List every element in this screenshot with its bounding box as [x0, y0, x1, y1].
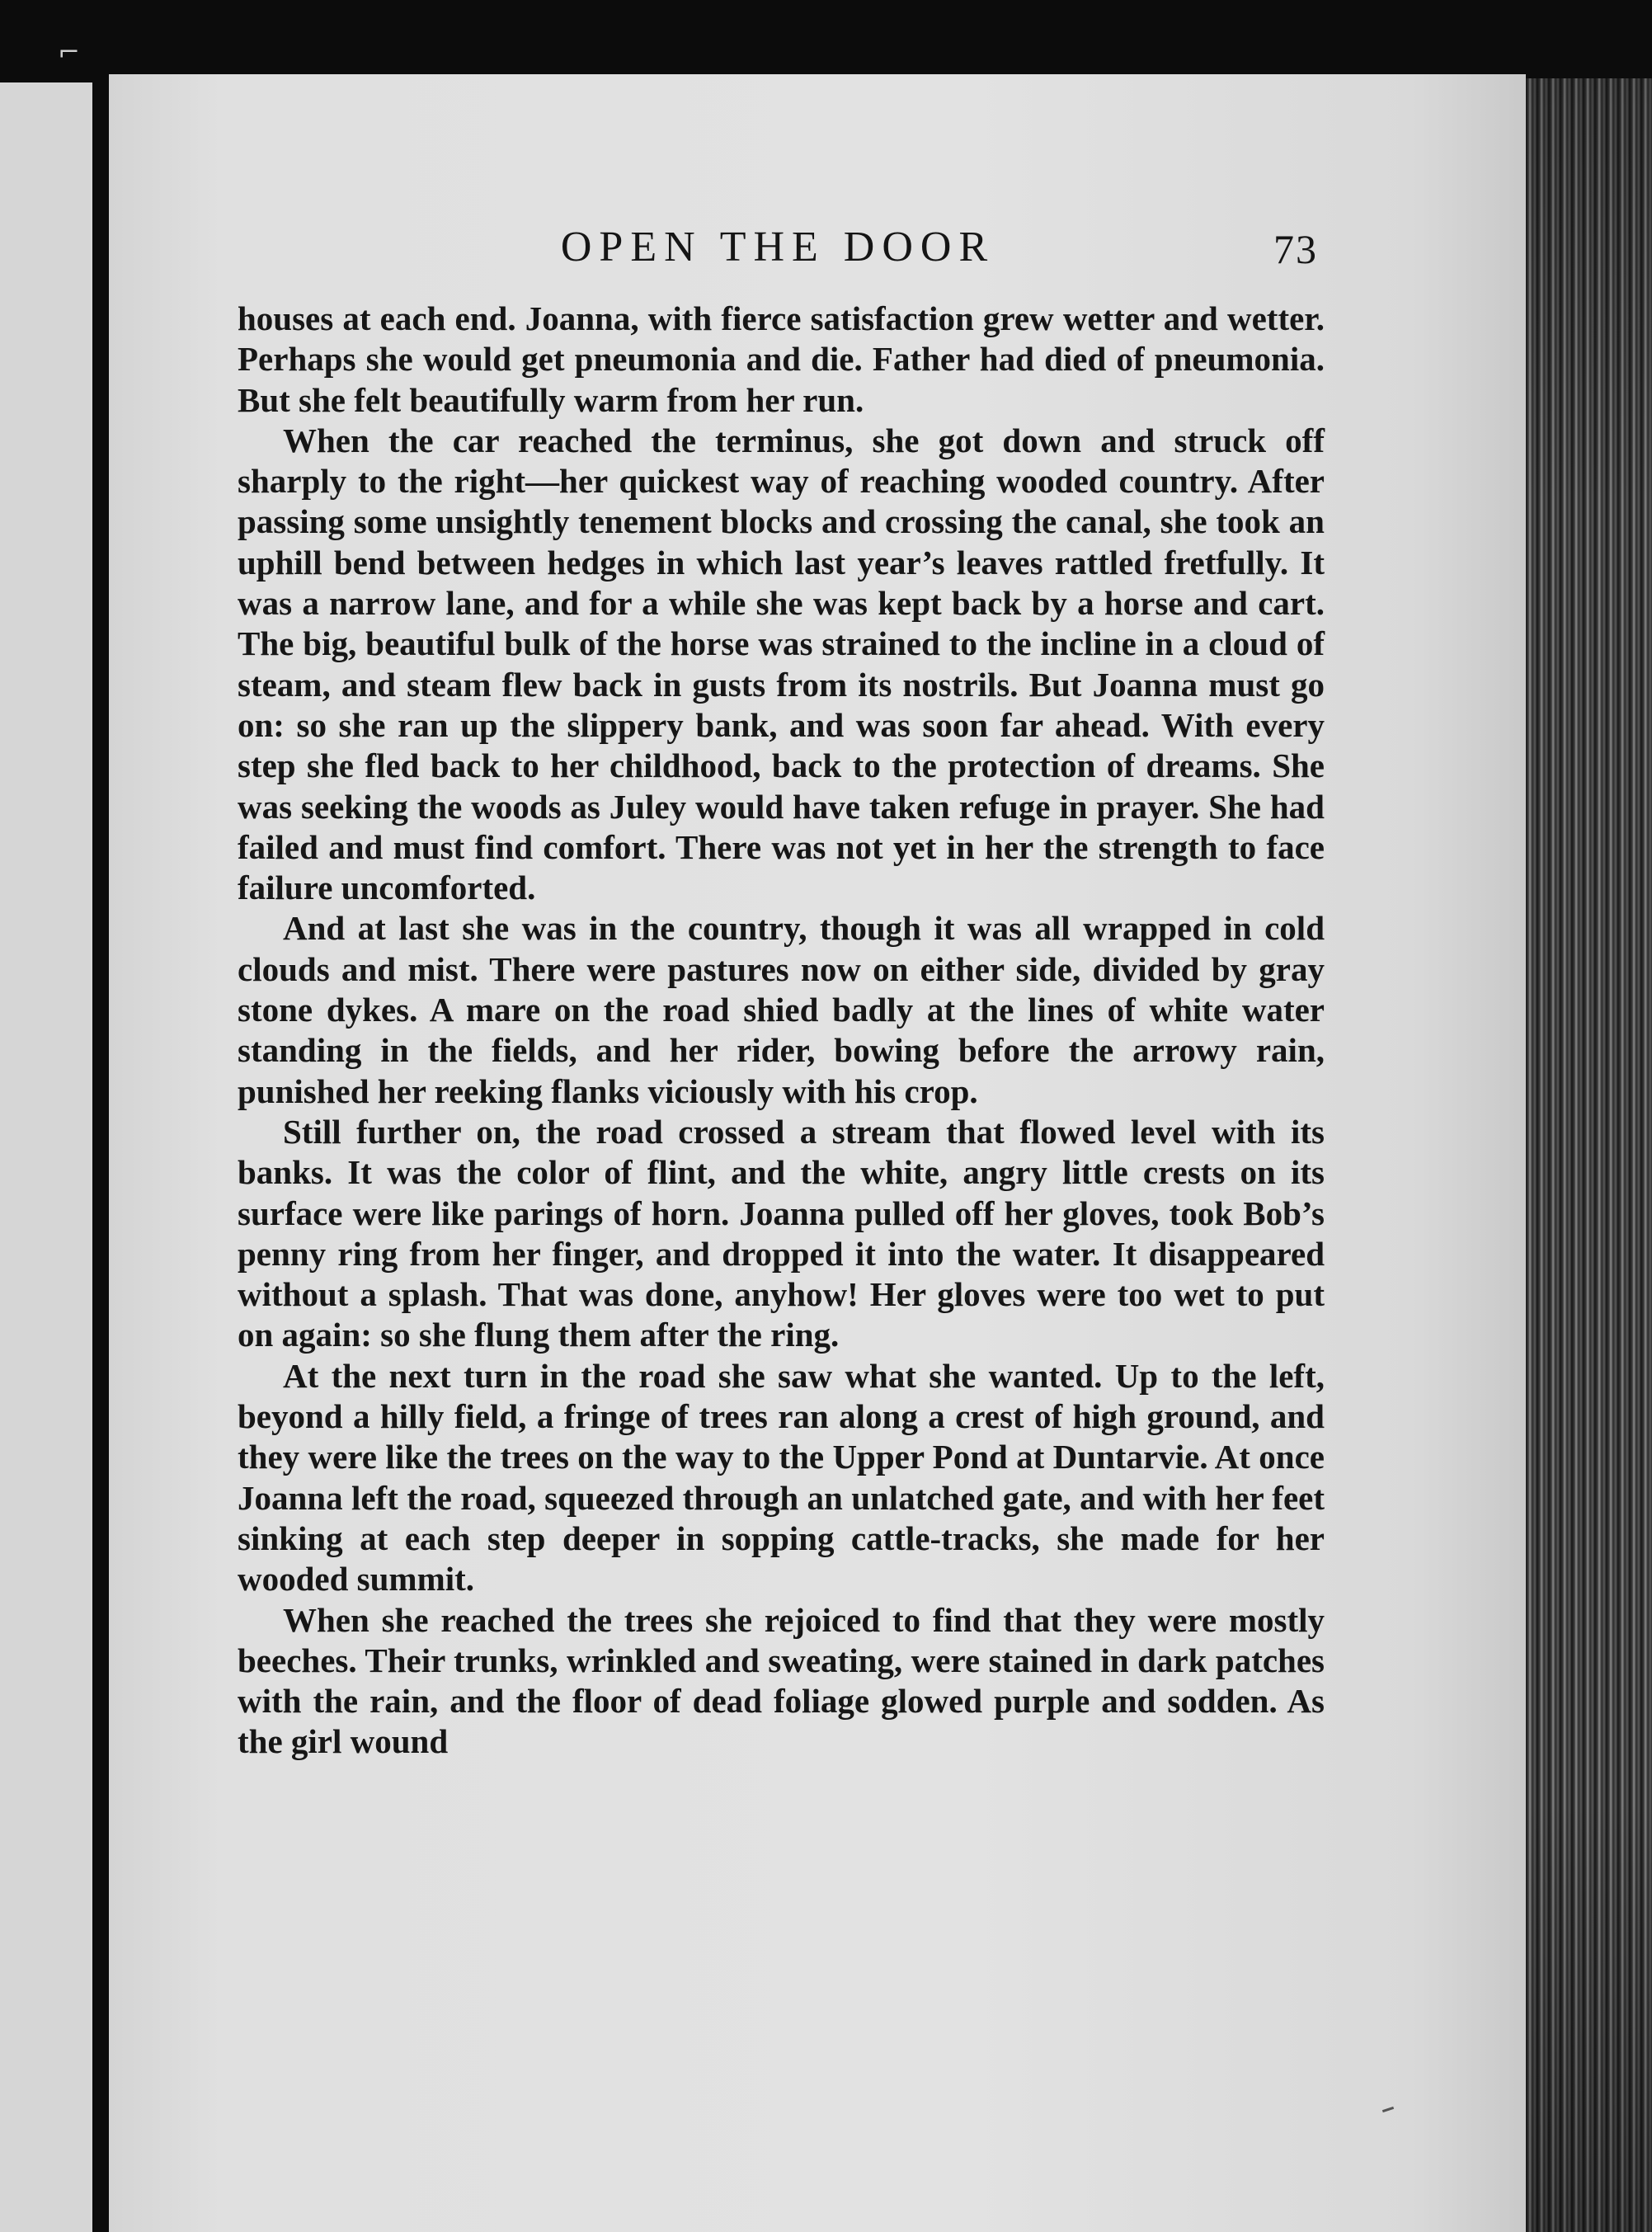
previous-page-edge	[0, 82, 92, 2232]
page-edges-stack	[1526, 78, 1652, 2232]
paragraph: When the car reached the terminus, she got down and struck off sharply to the right—her quickest way of reaching wooded country. After passing some unsightly tenement blocks and crossing the canal, she took an uphill bend between hedges in which last year’s leaves rattled fretfully. It was a narrow lane, and for a while she was kept back by a horse and cart. The big, beautiful bulk of the horse was strained to the incline in a cloud of steam, and steam flew back in gusts from its nostrils. But Joanna must go on: so she ran up the slippery bank, and was soon far ahead. With every step she fled back to her childhood, back to the protection of dreams. She was seeking the woods as Juley would have taken refuge in prayer. She had failed and must find comfort. There was not yet in her the strength to face failure uncomforted.	[238, 421, 1325, 907]
body-text	[238, 299, 1325, 1763]
scan-mark: ⌐	[58, 36, 80, 68]
paragraph: Still further on, the road crossed a stream that flowed level with its banks. It was the color of flint, and the white, angry little crests on its surface were like parings of horn. Joanna pulled off her gloves, took Bob’s penny ring from her finger, and dropped it into the water. It disappeared without a splash. That was done, anyhow! Her gloves were too wet to put on again: so she flung them after the ring.	[238, 1112, 1325, 1354]
book-gutter	[92, 82, 109, 2232]
page-number: 73	[1273, 226, 1318, 272]
paragraph: houses at each end. Joanna, with fierce satisfaction grew wetter and wetter. Perhaps she would get pneumonia and die. Father had died of pneumonia. But she felt beautifully warm from her run.	[238, 299, 1325, 419]
paragraph: At the next turn in the road she saw what she wanted. Up to the left, beyond a hilly field, a fringe of trees ran along a crest of high ground, and they were like the trees on the way to the Upper Pond at Duntarvie. At once Joanna left the road, squeezed through an unlatched gate, and with her feet sinking at each step deeper in sopping cattle-tracks, she made for her wooded summit.	[238, 1356, 1325, 1599]
page-header	[238, 219, 1318, 276]
paragraph: When she reached the trees she rejoiced to find that they were mostly beeches. Their trunks, wrinkled and sweating, were stained in dark patches with the rain, and the floor of dead foliage glowed purple and sodden. As the girl wound	[238, 1600, 1325, 1761]
running-title: OPEN THE DOOR	[560, 224, 995, 271]
paragraph: And at last she was in the country, though it was all wrapped in cold clouds and mist. There were pastures now on either side, divided by gray stone dykes. A mare on the road shied badly at the lines of white water standing in the fields, and her rider, bowing before the arrowy rain, punished her reeking flanks viciously with his crop.	[238, 909, 1325, 1110]
